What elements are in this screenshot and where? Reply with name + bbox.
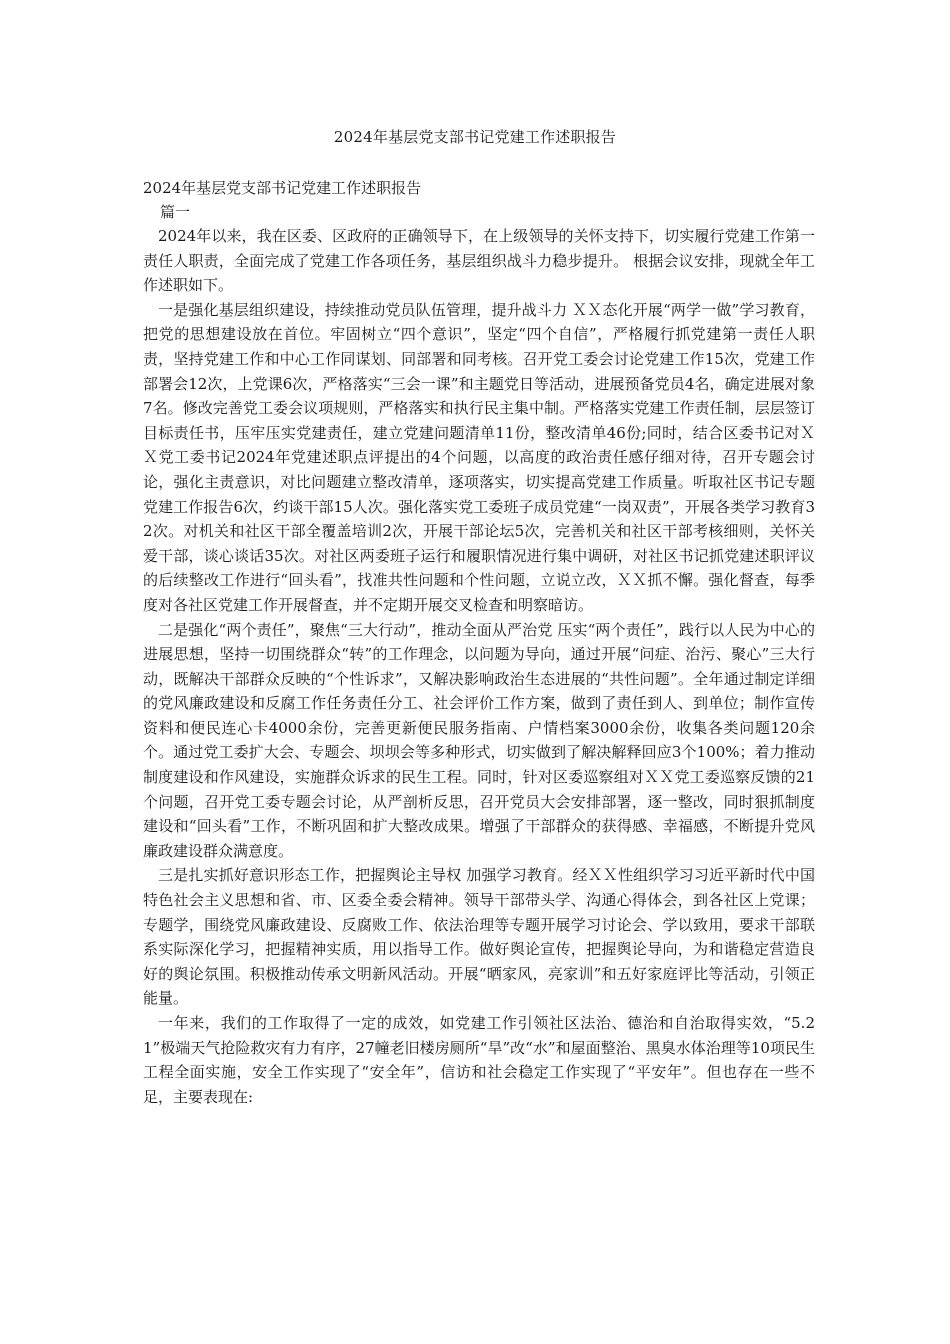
paragraph-responsibility: 二是强化“两个责任”，聚焦“三大行动”，推动全面从严治党 压实“两个责任”，践行以人民为中心的进展思想，坚持一切围绕群众“转”的工作理念，以问题为导向，通过开展“问症、治污、聚心”三大行动，既解决干部群众反映的“个性诉求”，又解决影响政治生态进展的“共性问题”。全年通过制定详细的党风廉政建设和反腐工作任务责任分工、社会评价工作方案，做到了责任到人、到单位；制作宣传资料和便民连心卡4000余份，完善更新便民服务指南、户情档案3000余份，收集各类问题120余个。通过党工委扩大会、专题会、坝坝会等多种形式，切实做到了解决解释回应3个100%；着力推动制度建设和作风建设，实施群众诉求的民生工程。同时，针对区委巡察组对ＸＸ党工委巡察反馈的21个问题，召开党工委专题会讨论，从严剖析反思，召开党员大会安排部署，逐一整改，同时狠抓制度建设和“回头看”工作，不断巩固和扩大整改成果。增强了干部群众的获得感、幸福感，不断提升党风廉政建设群众满意度。: [143, 620, 815, 860]
paragraph-summary: 一年来，我们的工作取得了一定的成效，如党建工作引领社区法治、德治和自治取得实效，“5.21”极端天气抢险救灾有力有序，27幢老旧楼房厕所“旱”改“水”和屋面整治、黑臭水体治理等10项民生工程全面实施，安全工作实现了“安全年”，信访和社会稳定工作实现了“平安年”。但也存在一些不足，主要表现在:: [143, 1014, 815, 1106]
paragraph-intro: 2024年以来，我在区委、区政府的正确领导下，在上级领导的关怀支持下，切实履行党建工作第一责任人职责，全面完成了党建工作各项任务，基层组织战斗力稳步提升。 根据会议安排，现就全年工作述职如下。: [143, 227, 815, 295]
paragraph-organization: 一是强化基层组织建设，持续推动党员队伍管理，提升战斗力 ＸＸ态化开展“两学一做”学习教育，把党的思想建设放在首位。牢固树立“四个意识”，坚定“四个自信”，严格履行抓党建第一责任人职责，坚持党建工作和中心工作同谋划、同部署和同考核。召开党工委会讨论党建工作15次，党建工作部署会12次，上党课6次，严格落实“三会一课”和主题党日等活动，进展预备党员4名，确定进展对象7名。修改完善党工委会议项规则，严格落实和执行民主集中制。严格落实党建工作责任制，层层签订目标责任书，压牢压实党建责任，建立党建问题清单11份，整改清单46份;同时，结合区委书记对ＸＸ党工委书记2024年党建述职点评提出的4个问题，以高度的政治责任感仔细对待，召开专题会讨论，强化主责意识，对比问题建立整改清单，逐项落实，切实提高党建工作质量。听取社区书记专题党建工作报告6次，约谈干部15人次。强化落实党工委班子成员党建“一岗双责”，开展各类学习教育32次。对机关和社区干部全覆盖培训2次，开展干部论坛5次，完善机关和社区干部考核细则，关怀关爱干部，谈心谈话35次。对社区两委班子运行和履职情况进行集中调研，对社区书记抓党建述职评议的后续整改工作进行“回头看”，找准共性问题和个性问题，立说立改，ＸＸ抓不懈。强化督查，每季度对各社区党建工作开展督查，并不定期开展交叉检查和明察暗访。: [143, 300, 815, 614]
section-label: 篇一: [160, 203, 191, 221]
document-title: 2024年基层党支部书记党建工作述职报告: [333, 128, 617, 146]
document-subtitle: 2024年基层党支部书记党建工作述职报告: [143, 179, 422, 197]
paragraph-ideology: 三是扎实抓好意识形态工作，把握舆论主导权 加强学习教育。经ＸＸ性组织学习习近平新时代中国特色社会主义思想和省、市、区委全委会精神。领导干部带头学、沟通心得体会，到各社区上党课；专题学，围绕党风廉政建设、反腐败工作、依法治理等专题开展学习讨论会、学以致用，要求干部联系实际深化学习，把握精神实质，用以指导工作。做好舆论宣传，把握舆论导向，为和谐稳定营造良好的舆论氛围。积极推动传承文明新风活动。开展“晒家风，亮家训”和五好家庭评比等活动，引领正能量。: [143, 866, 815, 1008]
document-body: [143, 176, 815, 1109]
